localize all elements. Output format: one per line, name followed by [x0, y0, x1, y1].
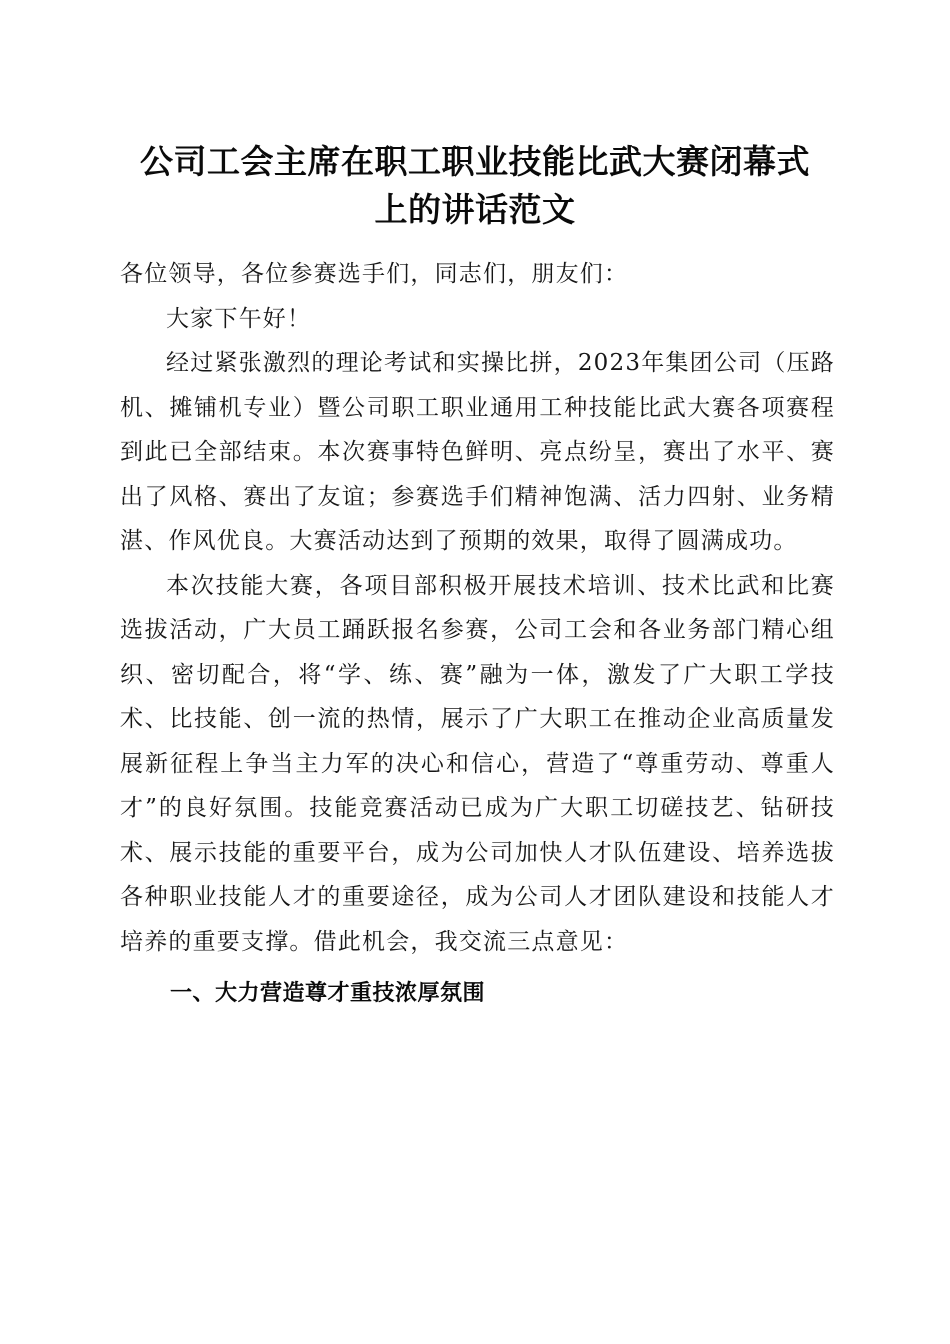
paragraph-1: 经过紧张激烈的理论考试和实操比拼，2023年集团公司（压路机、摊铺机专业）暨公司职工职业通用工种技能比武大赛各项赛程到此已全部结束。本次赛事特色鲜明、亮点纷呈，赛出了水平、赛出了风格、赛出了友谊；参赛选手们精神饱满、活力四射、业务精湛、作风优良。大赛活动达到了预期的效果，取得了圆满成功。 [120, 350, 835, 554]
greeting: 大家下午好！ [166, 305, 312, 332]
salutation: 各位领导，各位参赛选手们，同志们，朋友们： [120, 261, 629, 287]
document-title [100, 138, 850, 234]
document-body [120, 252, 835, 1016]
title-line-1: 公司工会主席在职工职业技能比武大赛闭幕式 [140, 142, 810, 181]
paragraph-2: 本次技能大赛，各项目部积极开展技术培训、技术比武和比赛选拔活动，广大员工踊跃报名参赛，公司工会和各业务部门精心组织、密切配合，将“学、练、赛”融为一体，激发了广大职工学技术、比技能、创一流的热情，展示了广大职工在推动企业高质量发展新征程上争当主力军的决心和信心，营造了“尊重劳动、尊重人才”的良好氛围。技能竞赛活动已成为广大职工切磋技艺、钻研技术、展示技能的重要平台，成为公司加快人才队伍建设、培养选拔各种职业技能人才的重要途径，成为公司人才团队建设和技能人才培养的重要支撑。借此机会，我交流三点意见： [120, 572, 835, 955]
title-line-2: 上的讲话范文 [374, 190, 576, 229]
section-heading: 一、大力营造尊才重技浓厚氛围 [170, 981, 486, 1006]
